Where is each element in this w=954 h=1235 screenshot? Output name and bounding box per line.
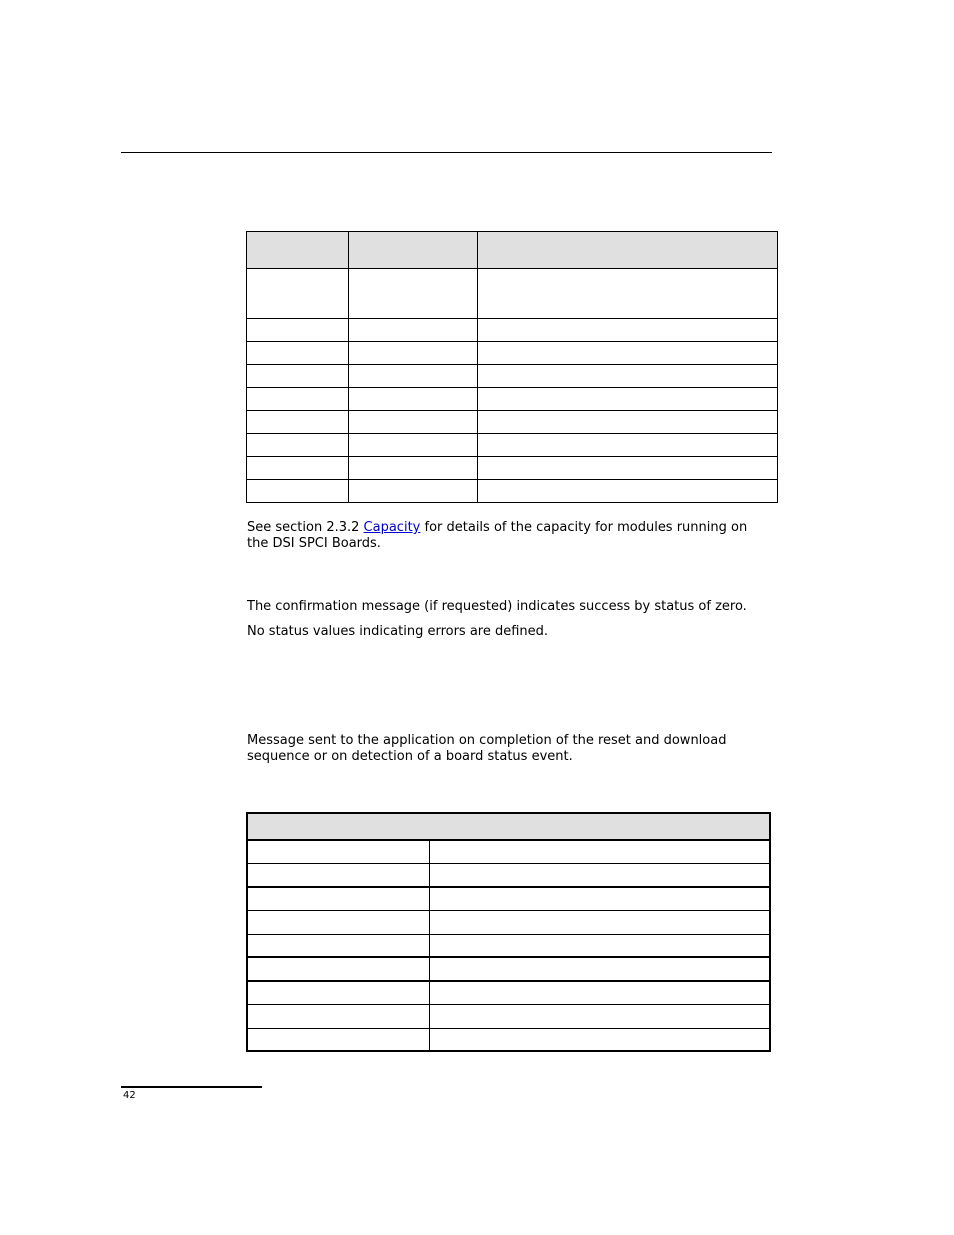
table-cell [349, 457, 478, 480]
table-row [247, 269, 778, 319]
table-cell [247, 411, 349, 434]
table-row [247, 434, 778, 457]
table-cell [349, 434, 478, 457]
table-cell [429, 957, 770, 981]
table-row [247, 910, 770, 934]
table-header-cell [349, 232, 478, 269]
table-row [247, 365, 778, 388]
table-header-cell [247, 813, 770, 840]
confirmation-text: The confirmation message (if requested) indicates success by status of zero. [247, 599, 747, 614]
table-cell [247, 910, 429, 934]
table-cell [429, 981, 770, 1004]
table-header-cell [478, 232, 778, 269]
table-cell [247, 1028, 429, 1051]
parameter-table-header-row [247, 232, 778, 269]
table-cell [478, 269, 778, 319]
table-cell [349, 388, 478, 411]
table-cell [247, 365, 349, 388]
capacity-note-line-2: the DSI SPCI Boards. [247, 536, 381, 551]
message-format-table [246, 812, 771, 1052]
table-row [247, 457, 778, 480]
table-row [247, 887, 770, 910]
table-row [247, 1028, 770, 1051]
table-row [247, 319, 778, 342]
capacity-note-line-1 [247, 520, 747, 536]
table-cell [429, 934, 770, 957]
table-cell [247, 981, 429, 1004]
table-cell [247, 457, 349, 480]
message-table-header-row [247, 813, 770, 840]
table-cell [349, 319, 478, 342]
table-cell [349, 269, 478, 319]
table-cell [429, 1028, 770, 1051]
table-cell [247, 934, 429, 957]
table-cell [429, 910, 770, 934]
table-row [247, 342, 778, 365]
table-cell [247, 480, 349, 503]
table-row [247, 863, 770, 887]
table-cell [247, 342, 349, 365]
table-cell [429, 863, 770, 887]
parameter-table [246, 231, 778, 503]
capacity-note-suffix: for details of the capacity for modules running on [420, 520, 748, 535]
footer-rule [121, 1086, 262, 1088]
table-cell [247, 957, 429, 981]
table-cell [247, 269, 349, 319]
table-cell [349, 480, 478, 503]
table-cell [478, 365, 778, 388]
table-row [247, 480, 778, 503]
table-cell [478, 480, 778, 503]
table-cell [429, 1004, 770, 1028]
table-cell [478, 434, 778, 457]
table-row [247, 388, 778, 411]
table-cell [349, 365, 478, 388]
capacity-note-prefix: See section 2.3.2 [247, 520, 364, 535]
table-cell [247, 1004, 429, 1028]
table-cell [349, 342, 478, 365]
table-cell [247, 319, 349, 342]
table-cell [247, 388, 349, 411]
table-cell [247, 840, 429, 863]
page-number: 42 [123, 1090, 136, 1101]
table-cell [478, 342, 778, 365]
table-row [247, 957, 770, 981]
table-cell [478, 388, 778, 411]
table-row [247, 1004, 770, 1028]
table-row [247, 840, 770, 863]
table-cell [429, 887, 770, 910]
capacity-link[interactable]: Capacity [363, 520, 421, 535]
table-header-cell [247, 232, 349, 269]
table-cell [478, 319, 778, 342]
table-cell [429, 840, 770, 863]
header-rule [121, 152, 772, 153]
table-cell [349, 411, 478, 434]
table-cell [247, 863, 429, 887]
table-row [247, 411, 778, 434]
table-cell [247, 887, 429, 910]
table-cell [478, 411, 778, 434]
table-cell [247, 434, 349, 457]
error-status-text: No status values indicating errors are defined. [247, 624, 549, 639]
message-description-line-1: Message sent to the application on completion of the reset and download [247, 733, 727, 748]
message-description-line-2: sequence or on detection of a board status event. [247, 749, 573, 764]
table-row [247, 981, 770, 1004]
table-cell [478, 457, 778, 480]
table-row [247, 934, 770, 957]
